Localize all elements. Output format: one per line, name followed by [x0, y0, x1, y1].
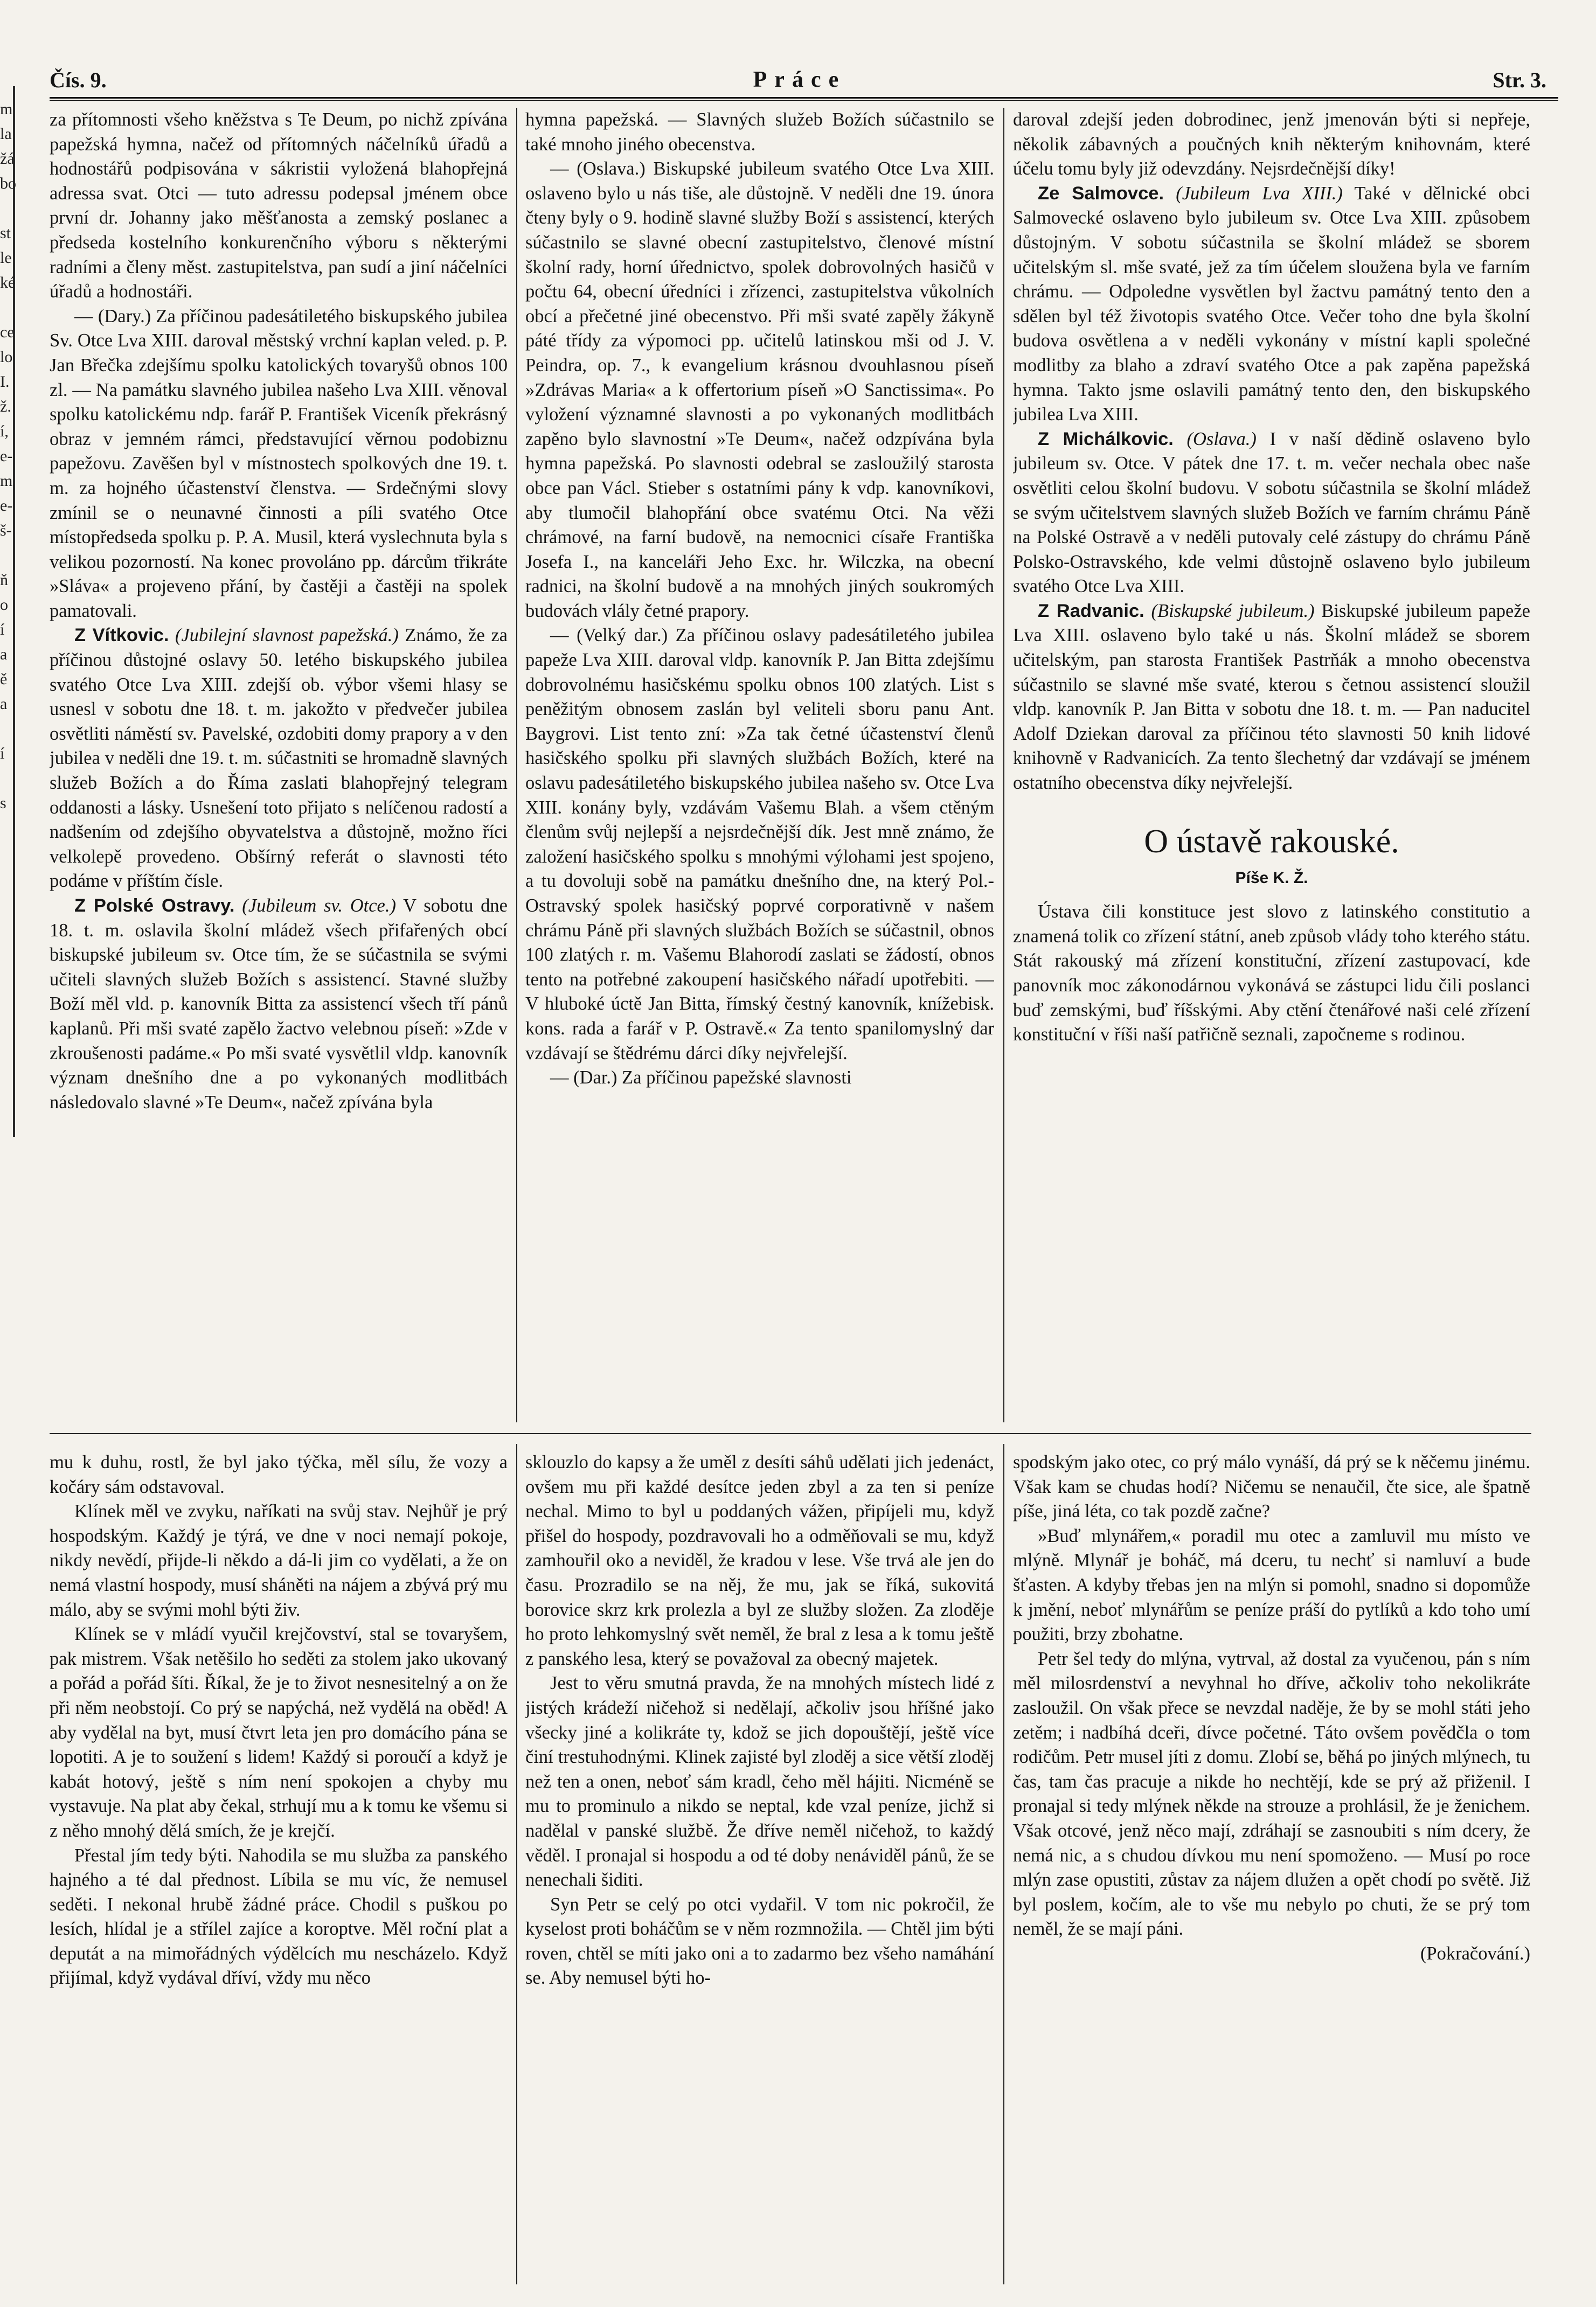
gutter-fragment	[0, 865, 23, 890]
serial-column-1	[50, 1450, 508, 2291]
news-paragraph: hymna papežská. — Slavných služeb Božích súčastnilo se také mnoho jiného obecenstva.	[525, 109, 994, 155]
article-title: O ústavě rakouské.	[1144, 823, 1399, 860]
news-paragraph: — (Dar.) Za příčinou papežské slavnosti	[550, 1067, 852, 1088]
news-column-3	[1013, 108, 1530, 1422]
gutter-fragment: lo	[0, 348, 13, 366]
newspaper-title: Práce	[753, 67, 846, 92]
gutter-fragment	[0, 964, 23, 989]
gutter-fragment: o	[0, 596, 8, 614]
serial-paragraph: mu k duhu, rostl, že byl jako týčka, měl sílu, že vozy a kočáry sám odstavoval.	[50, 1452, 508, 1497]
place-heading: Z Radvanic.	[1038, 600, 1144, 621]
gutter-fragment: bo	[0, 175, 16, 192]
serial-paragraph: Klínek měl ve zvyku, naříkati na svůj stav. Nejhůř je prý hospodským. Každý je týrá, ve dne v noci nemají pokoje, nikdy nevědí, přijde-li někdo a dá-li jim co vydělati, a že on nemá vlastní hospody, musí sháněti na nájem a zbývá prý mu málo, aby se svými mohl býti živ.	[50, 1501, 508, 1620]
serial-column-2	[525, 1450, 994, 2291]
gutter-fragment: í	[0, 621, 5, 638]
serial-paragraph: Přestal jím tedy býti. Nahodila se mu služba za panského hajného a té dal přednost. Líbila se mu víc, že nemusel seděti. I nekonal hrubě žádné práce. Chodil s puškou po lesích, hlídal je a střílel zajíce a koroptve. Měl roční plat a deputát a na mimořádných výdělcích mu nescházelo. Když přijímal, když vydával dříví, vždy mu něco	[50, 1845, 508, 1989]
news-column-2	[525, 108, 994, 1422]
news-paragraph: za přítomnosti všeho kněžstva s Te Deum, po nichž zpívána papežská hymna, načež od přítomných náčelníků úřadů a hodnostářů podpisována v sákristii vyložená blahopřejná adressa svat. Otci — tuto adressu podepsal jménem obce první dr. Johanny jako měšťanosta a zemský poslanec a předseda kostelního konkurenčního výboru s některými radními a členy měst. zastupitelstva, pan sudí a jiní náčelníci úřadů a hodnostáři.	[50, 109, 508, 302]
item-tag: (Jubilejní slavnost papežská.)	[175, 625, 399, 646]
header-rule	[50, 97, 1558, 99]
item-text: Také v dělnické obci Salmovecké oslaveno bylo jubileum sv. Otce Lva XIII. způsobem důstojným. V sobotu súčastnila se školní mládež se sborem učitelským sl. mše svaté, jež za tím účelem sloužena byla ve farním chrámu. — Odpoledne vysvětlen byl žactvu památný tento den a sdělen byl též životopis svatého Otce. Večer toho dne byla školní budova osvětlena a v neděli vykonány v místní kapli společné modlitby za blaho a zdraví svatého Otce a pak zapěna papežská hymna. Takto jsme oslavili památný tento den, den biskupského jubilea Lva XIII.	[1013, 183, 1530, 425]
gutter-fragment: ce	[0, 323, 15, 341]
page-header	[50, 64, 1546, 96]
gutter-fragment	[0, 196, 23, 221]
column-divider	[1003, 1444, 1004, 2284]
news-paragraph: — (Oslava.) Biskupské jubileum svatého Otce Lva XIII. oslaveno bylo u nás tiše, ale důstojně. V neděli dne 19. února čteny byly o 9. hodině slavné služby Boží s assistencí, kterých súčastnilo se slavné obecní zastupitelstvo, členové místní školní rady, horní úřednictvo, spolek dobrovolných hasičů v počtu 64, obecní úředníci i zřízenci, zastupitelstva vůkolních obcí a přečetné jiné obecenstvo. Při mši svaté zapěly žákyně páté třídy za výpomoci pp. učitelů latinskou mši od J. V. Peindra, op. 7., k evangelium krásnou dvouhlasnou píseň »Zdrávas Maria« a k offertorium píseň »O Sanctissima«. Po vyložení významné slavnosti a po vykonaných modlitbách zapěno bylo slavnostní »Te Deum«, načež odzpívána byla hymna papežská. Po slavnosti odebral se zasloužilý starosta obce pan Václ. Stieber s ostatními pány k vdp. kanovníkovi, aby tlumočil blahopřání obce svatému Otci. Na věži chrámové, na farní budově, na nemocnici císaře Františka Josefa I., na kanceláři Jeho Exc. hr. Wilczka, na obecní radnici, na školní budově a na mnohých jiných soukromých budovách vlály četné prapory.	[525, 158, 994, 621]
column-divider	[516, 108, 517, 1422]
place-heading: Z Michálkovic.	[1038, 428, 1174, 449]
gutter-fragment: a	[0, 695, 8, 713]
gutter-fragment	[0, 295, 23, 320]
serial-paragraph: Jest to věru smutná pravda, že na mnohých místech lidé z jistých krádeží ničehož si nedělají, ačkoliv jsou hříšné jako všecky jiné a kolikráte ty, kdož se jich dopouštějí, ještě více činí trestuhodnými. Klinek zajisté byl zloděj a sice větší zloděj než ten a onen, neboť sám kradl, čeho měl hájiti. Nicméně se mu to prominulo a nikdo se neptal, kde vzal peníze, jichž si nadělal v panské službě. Že dříve neměl ničehož, to každý věděl. I pronajal si hospodu a od té doby nenáviděl pánů, že se nenechali šiditi.	[525, 1673, 994, 1891]
serial-paragraph: spodským jako otec, co prý málo vynáší, dá prý se k něčemu jinému. Však kam se chudas hodí? Ničemu se nenaučil, čte sice, ale špatně píše, jiná léta, co tak pozdě začne?	[1013, 1452, 1530, 1522]
gutter-fragment: m	[0, 472, 13, 490]
place-heading: Ze Salmovce.	[1038, 183, 1164, 204]
gutter-fragment: žá	[0, 150, 15, 168]
gutter-fragment	[0, 766, 23, 791]
gutter-fragment: ž.	[0, 398, 11, 415]
item-text: I v naší dědině oslaveno bylo jubileum sv. Otce. V pátek dne 17. t. m. večer nechala obec naše osvětliti celou školní budovu. V sobotu súčastnila se školní mládež se svým učitelstvem slavných služeb Božích ve farním chrámu Páně na Polské Ostravě a v neděli putovaly celé zástupy do chrámu Páně Polsko-Ostravského, kde velmi důstojně oslaveno bylo jubileum svatého Otce Lva XIII.	[1013, 428, 1530, 597]
gutter-fragment	[0, 890, 23, 915]
gutter-fragment: í	[0, 745, 5, 762]
gutter-fragment	[0, 717, 23, 741]
gutter-fragment: le	[0, 249, 12, 267]
continued-note: (Pokračování.)	[1420, 1943, 1530, 1964]
header-rule-thin	[50, 100, 1558, 101]
gutter-fragment: a	[0, 645, 8, 663]
article-paragraph: Ústava čili konstituce jest slovo z latinského constitutio a znamená tolik co zřízení státní, aneb způsob vlády toho kterého státu. Stát rakouský má zřízení konstituční, zřízení zastupovací, kde panovník moc zákonodárnou vykonává se zástupci lidu čili poslanci buď zemskými, buď říšskými. Aby ctění čtenářové naši celé zřízení konstituční v říši naší patřičně seznali, započneme s rodinou.	[1013, 901, 1530, 1045]
news-item	[1013, 599, 1530, 796]
item-text: Známo, že za příčinou důstojné oslavy 50. letého biskupského jubilea svatého Otce Lva XIII. zdejší ob. výbor všemi hlasy se usnesl v sobotu dne 18. t. m. jakožto v předvečer jubilea osvětliti náměstí sv. Pavelské, ozdobiti domy prapory a v den jubilea v neděli dne 19. t. m. súčastniti se hromadně slavných služeb Božích a do Říma zaslati blahopřejný telegram oddanosti a lásky. Usnešení toto přijato s nelíčenou radostí a nadšením od zdejšího obyvatelstva a důstojně, možno říci velkolepě provedeno. Obšírný referát o slavnosti této podáme v příštím čísle.	[50, 625, 508, 892]
item-tag: (Jubileum sv. Otce.)	[242, 895, 396, 916]
gutter-fragment: st	[0, 224, 11, 242]
serial-paragraph: Syn Petr se celý po otci vydařil. V tom nic pokročil, že kyselost proti boháčům se v něm rozmnožila. — Chtěl jim býti roven, chtěl se míti jako oni a to zadarmo bez všeho namáhání se. Aby nemusel býti ho-	[525, 1894, 994, 1989]
gutter-fragment: m	[0, 100, 13, 118]
serial-column-3	[1013, 1450, 1530, 2291]
news-item	[50, 623, 508, 894]
column-divider	[516, 1444, 517, 2284]
news-item	[50, 894, 508, 1115]
gutter-fragment	[0, 915, 23, 940]
issue-number: Čís. 9.	[50, 67, 107, 92]
serial-paragraph: Klínek se v mládí vyučil krejčovství, stal se tovaryšem, pak mistrem. Však netěšilo ho seděti za stolem jako ukovaný a pořád a pořád šíti. Říkal, že je to život nesnesitelný a on že při něm neobstojí. Co prý se napýchá, než vydělá na oběd! A aby vydělal na byt, musí čtvrt leta jen pro domácího pána se lopotiti. A je to soužení s lidem! Každý si poroučí a když je kabát hotový, ještě s ním není spokojen a chyby mu vystavuje. Na plat aby čekal, strhují mu a k tomu ke všemu si z něho mnohý dělá smích, že je krejčí.	[50, 1624, 508, 1841]
gutter-fragment: I.	[0, 373, 10, 391]
gutter-fragment: e-	[0, 497, 13, 515]
gutter-fragment: s	[0, 794, 6, 812]
serial-paragraph: Petr šel tedy do mlýna, vytrval, až dostal za vyučenou, pán s ním měl milosrdenství a nevyhnal ho dříve, ačkoliv toho nekolikráte zasloužil. On však přece se nevzdal naděje, že by se mohl státi jeho zetěm; i nadbíhá dceři, dívce početné. Táto ovšem povědčla o tom rodičům. Petr musel jíti z domu. Zlobí se, běhá po jiných mlýnech, tu čas, tam čas pracuje a nikde ho nechtějí, kde se prý až přiženil. I pronajal si tedy mlýnek někde na strouze a prohlásil, že je ženichem. Však otcové, jenž něco mají, zdráhají se zasnoubiti s ním dcery, že nemá nic, a s chudou dívkou mu není spomoženo. — Musí po roce mlýn zase opustiti, zůstav za nájem dlužen a opět chodí po světě. Již byl poslem, kočím, ale to vše mu nebylo po chuti, že se prý tom neměl, že se mají páni.	[1013, 1648, 1530, 1940]
gutter-fragment: š-	[0, 522, 12, 539]
gutter-fragment	[0, 940, 23, 964]
gutter-fragment	[0, 543, 23, 568]
news-paragraph: daroval zdejší jeden dobrodinec, jenž jmenován býti si nepřeje, několik zábavných a poučných knih některým knihovnám, které účelu tomu byly již odevzdány. Nejsrdečnější díky!	[1013, 109, 1530, 179]
news-item	[1013, 182, 1530, 427]
page-number: Str. 3.	[1493, 67, 1546, 92]
news-column-1	[50, 108, 508, 1422]
gutter-fragment: ě	[0, 670, 8, 688]
news-paragraph: — (Dary.) Za příčinou padesátiletého biskupského jubilea Sv. Otce Lva XIII. daroval městský vrchní kaplan veled. p. P. Jan Břečka zdejšímu spolku katolických tovaryšů obnos 100 zl. — Na památku slavného jubilea našeho Lva XIII. věnoval spolku katolickému ndp. farář P. František Viceník překrásný obraz v jemném rámci, představující věrnou podobiznu papežovu. Zavěšen byl v místnostech spolkových dne 19. t. m. za hojného účastenství členstva. — Srdečnými slovy zmínil se o neunavné činnosti a píli svatého Otce místopředseda spolku p. P. A. Musil, která vyslechnuta byla s velikou pozorností. Na konec provoláno pp. dárcům třikráte »Sláva« a projeveno přání, by častěji a častěji na spolek pamatovali.	[50, 305, 508, 621]
item-tag: (Biskupské jubileum.)	[1151, 600, 1315, 621]
gutter-fragment: ké	[0, 274, 16, 291]
item-tag: (Jubileum Lva XIII.)	[1176, 183, 1343, 204]
gutter-fragment: í,	[0, 422, 9, 440]
news-item	[1013, 427, 1530, 599]
place-heading: Z Vítkovic.	[74, 625, 169, 646]
gutter-fragment	[0, 840, 23, 865]
section-rule	[50, 1433, 1531, 1434]
serial-paragraph: sklouzlo do kapsy a že uměl z desíti sáhů udělati jich jedenáct, ovšem mu při každé desítce jeden zbyl a za ten si peníze nechal. Mimo to byl u poddaných vážen, připíjeli mu, když přišel do hospody, pozdravovali ho a odměňovali se mu, když zamhouřil oko a neviděl, že kradou v lese. Vše trvá ale jen do času. Prozradilo se na něj, že mu, jak se říká, sukovitá borovice skrz krk prolezla a byl ze služby složen. Za zloděje ho proto lehkomyslný svět neměl, že bral z lesa a k tomu ještě z panského lesa, který se považoval za obecný majetek.	[525, 1452, 994, 1669]
column-divider	[1003, 108, 1004, 1422]
serial-paragraph: »Buď mlynářem,« poradil mu otec a zamluvil mu místo ve mlýně. Mlynář je boháč, má dceru, tu nechť si namluví a bude šťasten. A kdyby třebas jen na mlýn si pomohl, snadno si dopomůže k jmění, neboť mlynářům se peníze práší do pytlíků a kdo toho umí použiti, brzy zbohatne.	[1013, 1525, 1530, 1645]
place-heading: Z Polské Ostravy.	[74, 895, 235, 916]
adjacent-page-margin	[0, 97, 23, 1110]
item-tag: (Oslava.)	[1186, 428, 1257, 449]
news-paragraph: — (Velký dar.) Za příčinou oslavy padesátiletého jubilea papeže Lva XIII. daroval vldp. kanovník P. Jan Bitta zdejšímu dobrovolnému hasičskému spolku obnos 100 zlatých. List s peněžitým obnosem zaslán byl veliteli sboru panu Ant. Baygrovi. List tento zní: »Za tak četné účastenství členů hasičského spolku při slavných službách Božích, které na oslavu padesátiletého biskupského jubilea našeho sv. Otce Lva XIII. konány byly, vzdávám Vašemu Blah. a všem ctěným členům svůj nejlepší a nejsrdečnější dík. Jest mně známo, že založení hasičského spolku s mnohými výlohami jest spojeno, a tu dovoluji sobě na památku dnešního dne, na který Pol.-Ostravský spolek hasičský poprvé corporativně v našem chrámu Páně při slavných službách Božích se súčastnil, obnos 100 zlatých r. m. Vašemu Blahorodí zaslati se žádostí, obnos tento na potřebné zakoupení hasičského nářadí upotřebiti. — V hluboké úctě Jan Bitta, římský čestný kanovník, knížebisk. kons. rada a farář v P. Ostravě.« Za tento spanilomyslný dar vzdávají se štědrému dárci díky nejvřelejší.	[525, 625, 994, 1064]
item-text: Biskupské jubileum papeže Lva XIII. oslaveno bylo také u nás. Školní mládež se sborem učitelským, pan starosta František Pastrňák a mnoho obecenstva súčastnilo se slavné mše svaté, kterou s četnou assistencí sloužil vldp. kanovník P. Jan Bitta v sobotu dne 18. t. m. — Pan naducitel Adolf Dziekan daroval za příčinou této slavnosti 50 knih lidové knihovně v Radvanicích. Za tento šlechetný dar vzdávají se jménem ostatního obecenstva díky nejvřelejší.	[1013, 600, 1530, 794]
gutter-fragment: ň	[0, 571, 8, 589]
gutter-fragment	[0, 816, 23, 840]
article-author: Píše K. Ž.	[1235, 868, 1308, 887]
gutter-fragment: e-	[0, 447, 13, 465]
gutter-fragment: la	[0, 125, 12, 143]
item-text: V sobotu dne 18. t. m. oslavila školní mládež všech přifařených obcí biskupské jubileum sv. Otce tím, že se súčastnila se svými učiteli slavných služeb Božích s assistencí. Stavné služby Boží měl vld. p. kanovník Bitta za assistencí všech tří pánů kaplanů. Při mši svaté zapělo žactvo velebnou píseň: »Zde v zkroušenosti padáme.« Po mši svaté vysvětlil vldp. kanovník význam dnešního dne a po vykonaných modlitbách následovalo slavné »Te Deum«, načež zpívána byla	[50, 895, 508, 1113]
